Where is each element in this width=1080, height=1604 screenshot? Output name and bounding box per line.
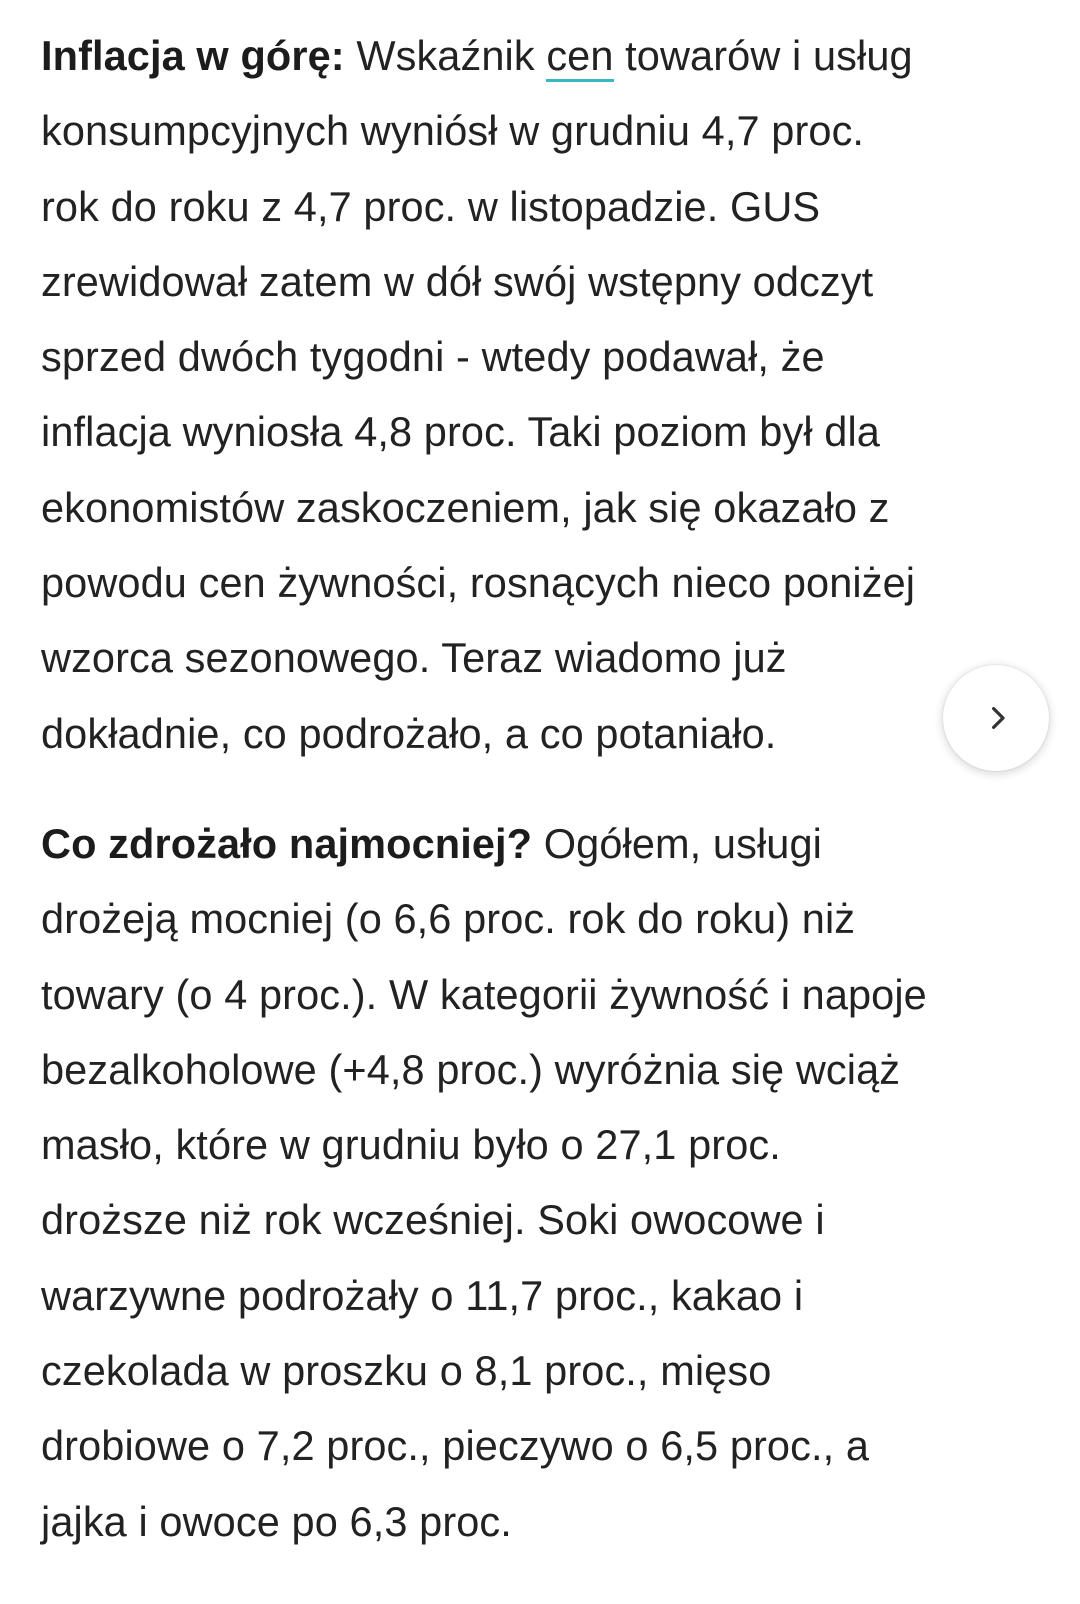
article-body bbox=[41, 18, 1051, 1559]
link-cen[interactable]: cen bbox=[546, 32, 613, 82]
text-line: konsumpcyjnych wyniósł w grudniu 4,7 proc. bbox=[41, 107, 865, 155]
text-line bbox=[41, 18, 1051, 93]
text-line: zrewidował zatem w dół swój wstępny odczyt bbox=[41, 257, 874, 305]
text-line bbox=[41, 806, 1051, 881]
text-line: czekolada w proszku o 8,1 proc., mięso bbox=[41, 1347, 772, 1395]
paragraph-lead-price-rises: Co zdrożało najmocniej? bbox=[41, 819, 533, 867]
text-line: inflacja wyniosła 4,8 proc. Taki poziom był dla bbox=[41, 408, 880, 456]
text-line: sprzed dwóch tygodni - wtedy podawał, że bbox=[41, 333, 825, 381]
text-line: ekonomistów zaskoczeniem, jak się okazało z bbox=[41, 483, 890, 531]
text-line: drożeją mocniej (o 6,6 proc. rok do roku) niż bbox=[41, 895, 856, 943]
text-line: drobiowe o 7,2 proc., pieczywo o 6,5 proc., a bbox=[41, 1422, 870, 1470]
text-line: dokładnie, co podrożało, a co potaniało. bbox=[41, 709, 777, 757]
text-line: powodu cen żywności, rosnących nieco poniżej bbox=[41, 559, 916, 607]
text-fragment: Wskaźnik bbox=[344, 32, 547, 79]
text-fragment: Ogółem, usługi bbox=[532, 819, 822, 867]
chevron-right-icon bbox=[983, 703, 1013, 733]
text-line: warzywne podrożały o 11,7 proc., kakao i bbox=[41, 1271, 804, 1319]
text-line: masło, które w grudniu było o 27,1 proc. bbox=[41, 1121, 781, 1169]
text-line: wzorca sezonowego. Teraz wiadomo już bbox=[41, 634, 787, 682]
paragraph-lead-inflation: Inflacja w górę: bbox=[41, 32, 345, 79]
text-line: droższe niż rok wcześniej. Soki owocowe i bbox=[41, 1196, 825, 1244]
text-fragment: towarów i usług bbox=[613, 32, 913, 79]
text-line: towary (o 4 proc.). W kategorii żywność i napoje bbox=[41, 970, 927, 1018]
text-line: jajka i owoce po 6,3 proc. bbox=[41, 1497, 512, 1545]
next-button[interactable] bbox=[943, 665, 1049, 771]
text-line: bezalkoholowe (+4,8 proc.) wyróżnia się wciąż bbox=[41, 1045, 901, 1093]
paragraph-inflation bbox=[41, 18, 1051, 771]
text-line: rok do roku z 4,7 proc. w listopadzie. GUS bbox=[41, 182, 821, 230]
paragraph-price-rises bbox=[41, 806, 1051, 1559]
